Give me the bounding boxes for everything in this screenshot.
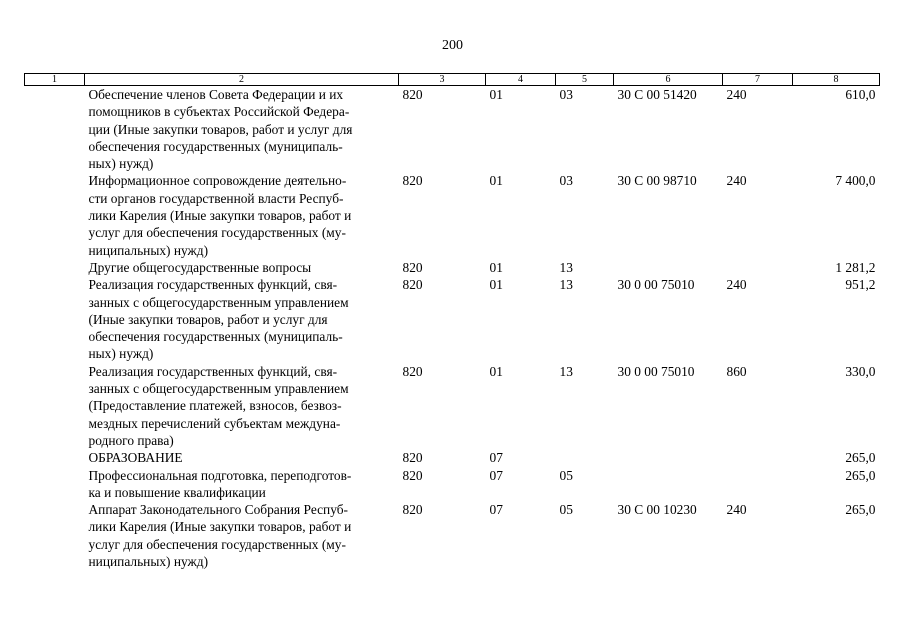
subsection-code: 13: [559, 259, 573, 275]
expense-type-code: 860: [726, 363, 747, 379]
ministry-code: 820: [402, 173, 423, 189]
amount: 7 400,0: [835, 173, 876, 189]
section-code: 07: [489, 467, 503, 483]
item-name: Аппарат Законодательного Собрания Респуб- лики Карелия (Иные закупки товаров, работ и услуг для обеспечения государственных (му- ниципальных) нужд): [88, 502, 352, 570]
expense-type-code: [723, 467, 793, 502]
section-code: 01: [489, 277, 503, 293]
table-row: [25, 172, 880, 258]
section-code: 01: [489, 363, 503, 379]
section-code: 01: [489, 173, 503, 189]
subsection-code: 03: [559, 173, 573, 189]
target-article-code: 30 С 00 51420: [617, 87, 697, 102]
subsection-code: 13: [559, 363, 573, 379]
table-row: [25, 449, 880, 466]
item-name: Обеспечение членов Совета Федерации и их помощников в субъектах Российской Федера- ции (Иные закупки товаров, работ и услуг для обеспечения государственных (муниципаль- ных) нужд): [88, 87, 353, 172]
amount: 265,0: [845, 467, 876, 483]
section-code: 07: [489, 502, 503, 518]
section-code: 07: [489, 450, 503, 466]
row-index-cell: [25, 86, 85, 173]
expense-type-code: 240: [726, 173, 747, 189]
page-number: 200: [442, 38, 463, 53]
column-number-1: 1: [25, 74, 85, 86]
item-name: ОБРАЗОВАНИЕ: [88, 450, 183, 466]
target-article-code: 30 С 00 10230: [617, 502, 697, 518]
column-number-row: [25, 74, 880, 86]
ministry-code: 820: [402, 259, 423, 275]
table-row: [25, 259, 880, 276]
section-code: 01: [489, 87, 503, 102]
column-number-3: 3: [399, 74, 486, 86]
row-index-cell: [25, 363, 85, 449]
amount: 1 281,2: [835, 259, 876, 275]
subsection-code: [556, 449, 614, 466]
section-code: 01: [489, 259, 503, 275]
budget-table: [24, 73, 880, 570]
amount: 330,0: [845, 363, 876, 379]
expense-type-code: [723, 449, 793, 466]
target-article-code: 30 С 00 98710: [617, 173, 697, 189]
table-row: [25, 467, 880, 502]
target-article-code: 30 0 00 75010: [617, 277, 695, 293]
column-number-4: 4: [486, 74, 556, 86]
table-row: [25, 86, 880, 173]
row-index-cell: [25, 276, 85, 362]
target-article-code: [614, 467, 723, 502]
item-name: Профессиональная подготовка, переподготов- ка и повышение квалификации: [88, 467, 352, 500]
ministry-code: 820: [402, 502, 423, 518]
subsection-code: 05: [559, 502, 573, 518]
row-index-cell: [25, 467, 85, 502]
ministry-code: 820: [402, 87, 423, 102]
row-index-cell: [25, 501, 85, 570]
target-article-code: [614, 449, 723, 466]
expense-type-code: 240: [726, 87, 747, 102]
row-index-cell: [25, 259, 85, 276]
table-row: [25, 501, 880, 570]
row-index-cell: [25, 449, 85, 466]
subsection-code: 03: [559, 87, 573, 102]
table-row: [25, 276, 880, 362]
ministry-code: 820: [402, 450, 423, 466]
subsection-code: 13: [559, 277, 573, 293]
target-article-code: 30 0 00 75010: [617, 363, 695, 379]
table-row: [25, 363, 880, 449]
amount: 610,0: [845, 87, 876, 102]
amount: 951,2: [845, 277, 876, 293]
target-article-code: [614, 259, 723, 276]
column-number-6: 6: [614, 74, 723, 86]
item-name: Реализация государственных функций, свя- занных с общегосударственным управлением (Предоставление платежей, взносов, безвоз- мездных перечислений субъектам междуна- родного права): [88, 363, 349, 448]
column-number-2: 2: [85, 74, 399, 86]
expense-type-code: 240: [726, 277, 747, 293]
ministry-code: 820: [402, 363, 423, 379]
item-name: Информационное сопровождение деятельно- сти органов государственной власти Респуб- лики Карелия (Иные закупки товаров, работ и услуг для обеспечения государственных (му- ниципальных) нужд): [88, 173, 352, 258]
item-name: Другие общегосударственные вопросы: [88, 259, 312, 275]
column-number-5: 5: [556, 74, 614, 86]
ministry-code: 820: [402, 277, 423, 293]
expense-type-code: 240: [726, 502, 747, 518]
amount: 265,0: [845, 450, 876, 466]
subsection-code: 05: [559, 467, 573, 483]
column-number-7: 7: [723, 74, 793, 86]
column-number-8: 8: [793, 74, 880, 86]
expense-type-code: [723, 259, 793, 276]
row-index-cell: [25, 172, 85, 258]
ministry-code: 820: [402, 467, 423, 483]
amount: 265,0: [845, 502, 876, 518]
item-name: Реализация государственных функций, свя- занных с общегосударственным управлением (Иные закупки товаров, работ и услуг для обеспечения государственных (муниципаль- ных) нужд): [88, 277, 349, 362]
